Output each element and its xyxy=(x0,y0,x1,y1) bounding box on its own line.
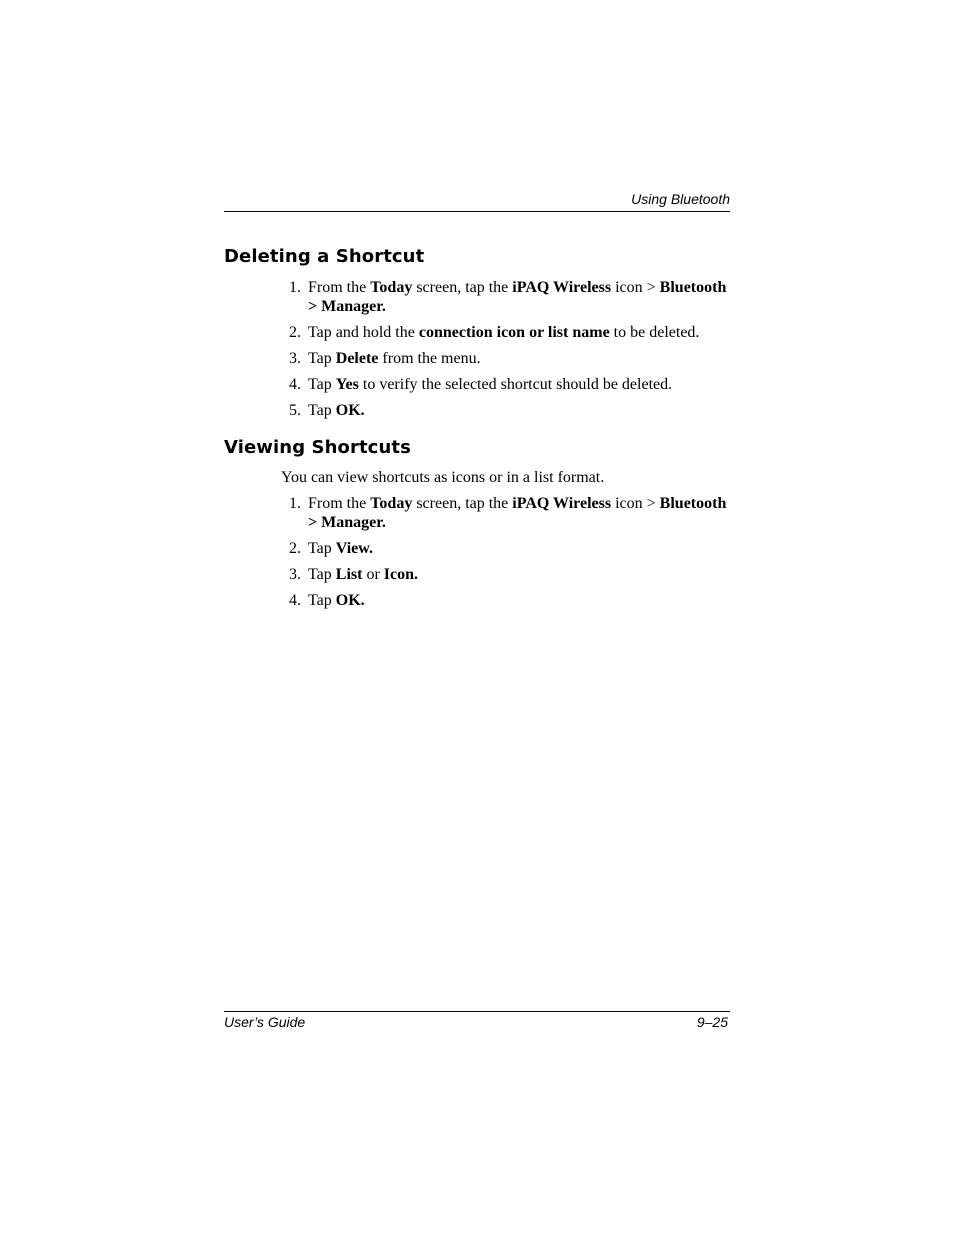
viewing-steps-list xyxy=(289,494,738,617)
step-text xyxy=(308,592,365,609)
running-header: Using Bluetooth xyxy=(631,191,730,207)
bold-term: Bluetooth > Manager. xyxy=(308,279,727,315)
bold-term: Icon. xyxy=(383,566,418,583)
bold-term: Bluetooth > Manager. xyxy=(308,495,727,531)
bold-term: OK. xyxy=(335,402,365,419)
step-text-run: Tap xyxy=(308,566,336,583)
step-text xyxy=(308,376,672,393)
step-number: 4. xyxy=(289,592,301,609)
step-text-run: From the xyxy=(308,495,371,512)
step-text-run: screen, tap the xyxy=(412,495,513,512)
section-heading-viewing-shortcuts: Viewing Shortcuts xyxy=(224,437,411,458)
step-text-run: Tap xyxy=(308,592,336,609)
step-text-run: or xyxy=(362,566,384,583)
step-text xyxy=(308,324,699,341)
list-item xyxy=(289,401,738,420)
list-item xyxy=(289,375,738,394)
step-text-run: icon > xyxy=(611,279,660,296)
step-text xyxy=(308,566,418,583)
step-text-run: to verify the selected shortcut should be deleted. xyxy=(358,376,673,393)
bold-term: Delete xyxy=(335,350,379,367)
footer-guide-title: User’s Guide xyxy=(224,1014,306,1030)
header-rule xyxy=(224,211,730,212)
step-text xyxy=(308,279,726,315)
step-text-run: screen, tap the xyxy=(412,279,513,296)
list-item xyxy=(289,323,738,342)
bold-term: View. xyxy=(335,540,373,557)
step-text-run: Tap and hold the xyxy=(308,324,419,341)
step-number: 3. xyxy=(289,350,301,367)
list-item xyxy=(289,565,738,584)
bold-term: iPAQ Wireless xyxy=(512,495,612,512)
step-number: 2. xyxy=(289,324,301,341)
list-item xyxy=(289,591,738,610)
step-text-run: icon > xyxy=(611,495,660,512)
bold-term: connection icon or list name xyxy=(418,324,610,341)
step-number: 1. xyxy=(289,279,301,296)
step-text xyxy=(308,540,373,557)
bold-term: Today xyxy=(370,279,413,296)
step-text-run: Tap xyxy=(308,402,336,419)
step-text-run: to be deleted. xyxy=(609,324,700,341)
step-text-run: Tap xyxy=(308,540,336,557)
step-number: 4. xyxy=(289,376,301,393)
bold-term: OK. xyxy=(335,592,365,609)
step-text-run: from the menu. xyxy=(378,350,481,367)
page-number: 9–25 xyxy=(696,1014,728,1030)
bold-term: iPAQ Wireless xyxy=(512,279,612,296)
footer-rule xyxy=(224,1011,730,1012)
step-number: 1. xyxy=(289,495,301,512)
list-item xyxy=(289,349,738,368)
list-item xyxy=(289,539,738,558)
step-text xyxy=(308,350,481,367)
step-text xyxy=(308,402,365,419)
step-text-run: Tap xyxy=(308,376,336,393)
step-text-run: From the xyxy=(308,279,371,296)
step-text-run: Tap xyxy=(308,350,336,367)
section-intro: You can view shortcuts as icons or in a list format. xyxy=(281,469,605,486)
step-number: 2. xyxy=(289,540,301,557)
bold-term: Yes xyxy=(335,376,359,393)
list-item xyxy=(289,278,738,316)
step-text xyxy=(308,495,726,531)
section-heading-deleting-shortcut: Deleting a Shortcut xyxy=(224,246,425,267)
step-number: 5. xyxy=(289,402,301,419)
deleting-steps-list xyxy=(289,278,738,427)
list-item xyxy=(289,494,738,532)
bold-term: Today xyxy=(370,495,413,512)
bold-term: List xyxy=(335,566,363,583)
step-number: 3. xyxy=(289,566,301,583)
